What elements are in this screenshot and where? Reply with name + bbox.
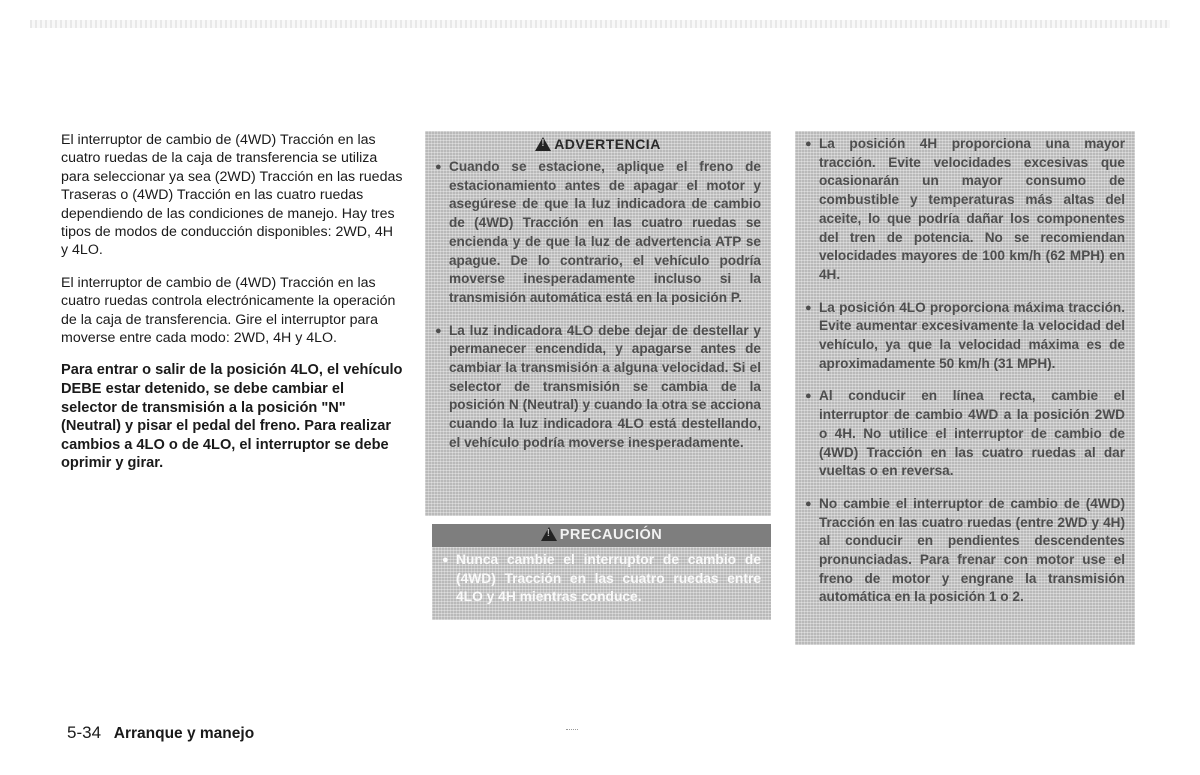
left-text-column [61, 131, 403, 487]
caution-list [432, 547, 771, 607]
right-notes-box [795, 131, 1135, 645]
warning-triangle-icon [535, 137, 551, 151]
page-number: 5-34 [67, 723, 102, 742]
note-item: ● No cambie el interruptor de cambio de (4WD) Tracción en las cuatro ruedas (entre 2WD y 4H) al conducir en pendientes descendentes pronunciadas. Para frenar con motor use el freno de motor y engrane la transmisión automática en la posición 1 o 2. [805, 495, 1125, 607]
caution-box [432, 524, 771, 620]
warning-item: ● Cuando se estacione, aplique el freno de estacionamiento antes de apagar el motor y asegúrese de que la luz indicadora de cambio de (4WD) Tracción en las cuatro ruedas se encienda y de que la luz de advertencia ATP se apague. De lo contrario, el vehículo podría moverse inesperadamente incluso si la transmisión automática está en la posición P. [435, 158, 761, 308]
switch-paragraph: El interruptor de cambio de (4WD) Tracción en las cuatro ruedas controla electrónicamente la operación de la caja de transferencia. Gire el interruptor para moverse entre cada modo: 2WD, 4H y 4LO. [61, 274, 396, 347]
note-item: ● Al conducir en línea recta, cambie el interruptor de cambio 4WD a la posición 2WD o 4H. No utilice el interruptor de cambio de (4WD) Tracción en las cuatro ruedas al dar vueltas o en reversa. [805, 387, 1125, 481]
caution-item: ● Nunca cambie el interruptor de cambio de (4WD) Tracción en las cuatro ruedas entre 4LO y 4H mientras conduce. [442, 551, 761, 607]
warning-heading-text: ADVERTENCIA [554, 136, 661, 152]
warning-item: ● La luz indicadora 4LO debe dejar de destellar y permanecer encendida, y apagarse antes de cambiar la transmisión a alguna velocidad. Si el selector de transmisión se cambia de la posición N (Neutral) y cuando la otra se acciona cuando la luz indicadora 4LO está destellando, el vehículo podría moverse inesperadamente. [435, 322, 761, 453]
scan-speck [566, 729, 578, 734]
warning-triangle-icon [541, 527, 557, 541]
note-item: ● La posición 4LO proporciona máxima tracción. Evite aumentar excesivamente la velocidad del vehículo, ya que la velocidad máxima es de aproximadamente 50 km/h (31 MPH). [805, 299, 1125, 374]
right-notes-list [795, 131, 1135, 607]
page-footer [67, 722, 254, 745]
warning-box [425, 131, 771, 516]
intro-paragraph: El interruptor de cambio de (4WD) Tracción en las cuatro ruedas de la caja de transferencia se utiliza para seleccionar ya sea (2WD) Tracción en las ruedas Traseras o (4WD) Tracción en las cuatro ruedas dependiendo de las condiciones de manejo. Hay tres tipos de modos de conducción disponibles: 2WD, 4H y 4LO. [61, 132, 403, 259]
top-scan-rule [30, 20, 1170, 28]
caution-heading-text: PRECAUCIÓN [559, 527, 663, 543]
section-title: Arranque y manejo [113, 725, 255, 742]
warning-list [425, 158, 771, 453]
4lo-instructions: Para entrar o salir de la posición 4LO, el vehículo DEBE estar detenido, se debe cambiar el selector de transmisión a la posición "N" (Neutral) y pisar el pedal del freno. Para realizar cambios a 4LO o de 4LO, el interruptor se debe oprimir y girar. [61, 362, 403, 472]
note-item: ● La posición 4H proporciona una mayor tracción. Evite velocidades excesivas que ocasionarán un mayor consumo de combustible y temperaturas más altas del aceite, lo que podría dañar los componentes del tren de potencia. No se recomiendan velocidades mayores de 100 km/h (62 MPH) en 4H. [805, 135, 1125, 285]
warning-heading [425, 131, 771, 158]
caution-heading [432, 524, 771, 547]
